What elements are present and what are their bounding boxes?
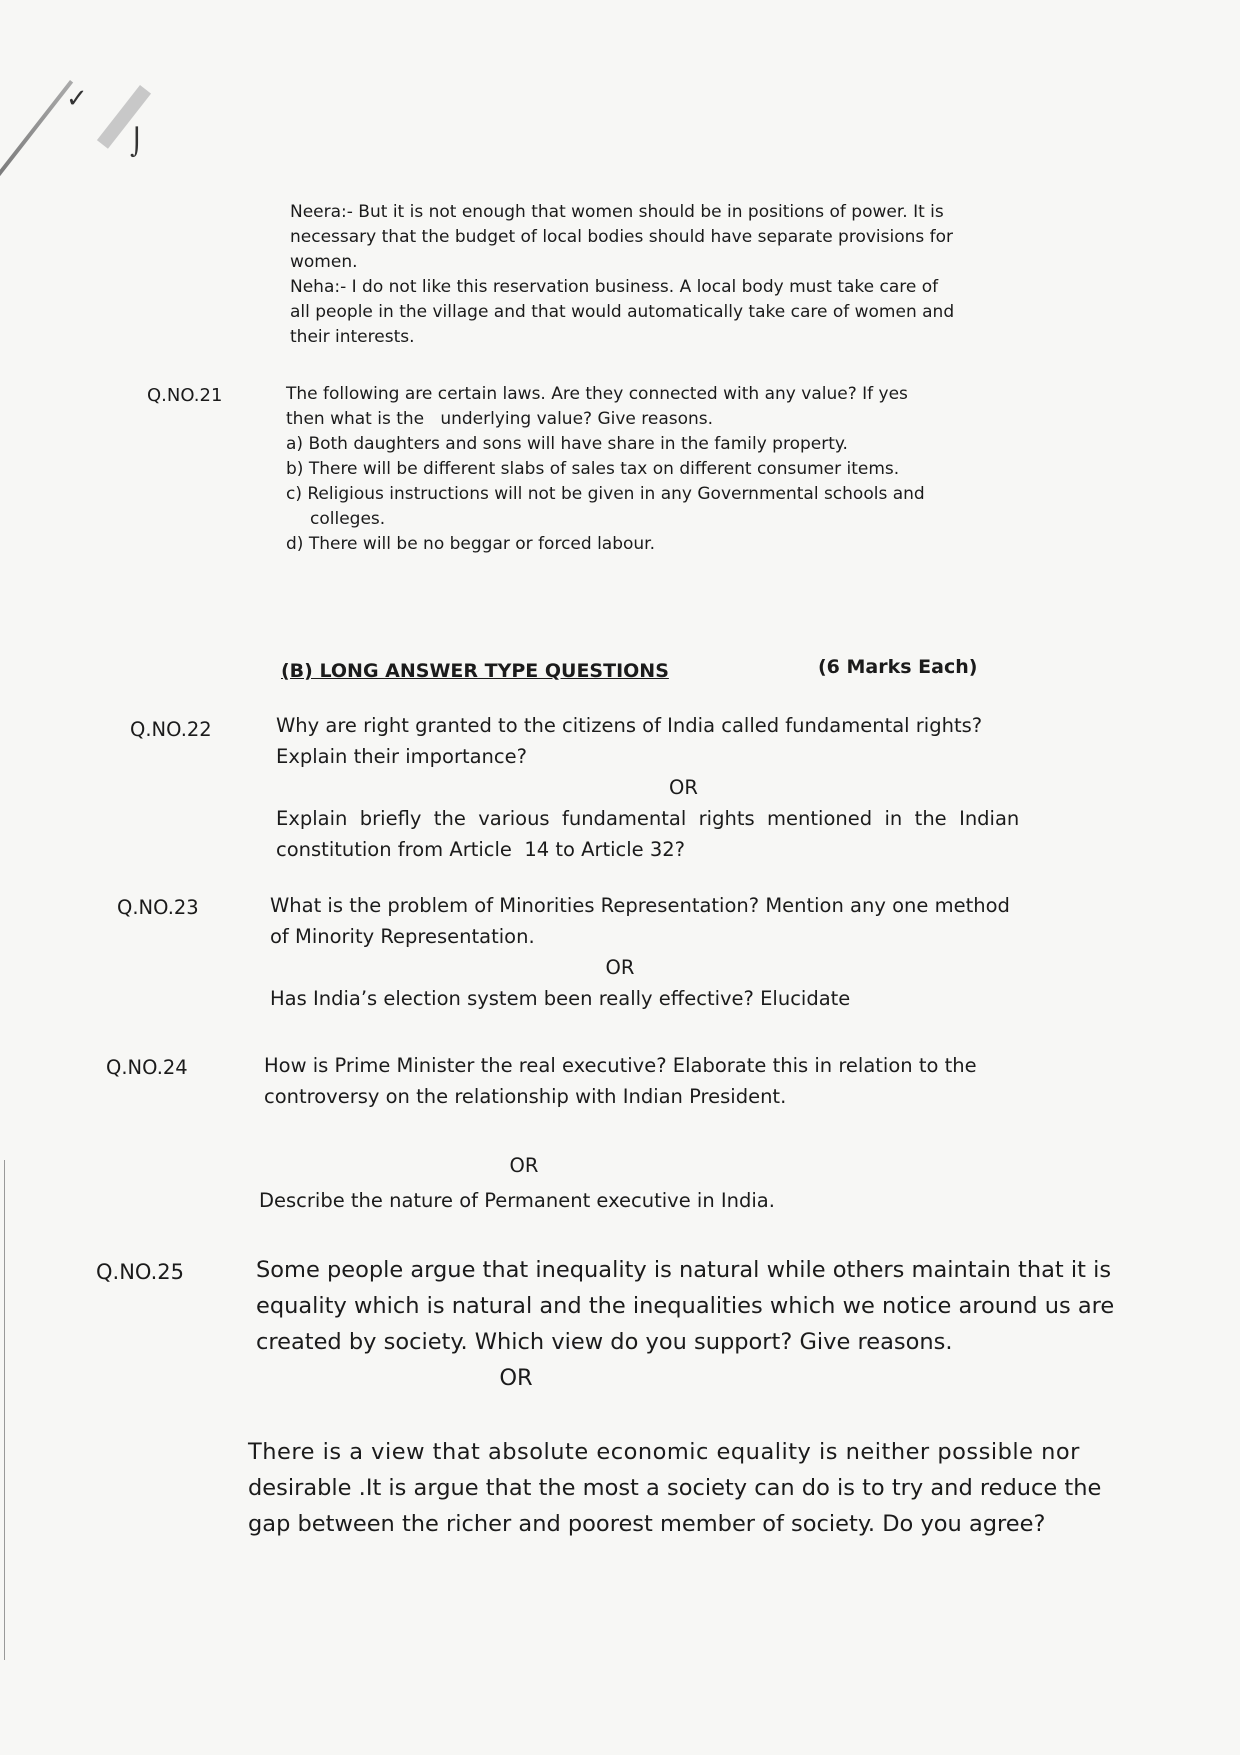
question-number: Q.NO.22 — [130, 718, 212, 741]
or-separator: OR — [669, 776, 698, 799]
question-text: Explain their importance? — [276, 745, 527, 768]
pen-mark-icon: ⌡ — [130, 128, 144, 158]
question-23 — [270, 890, 1100, 1014]
question-text: The following are certain laws. Are they connected with any value? If yes — [286, 384, 908, 404]
question-option: colleges. — [310, 509, 386, 529]
question-number: Q.NO.21 — [147, 385, 223, 406]
question-text: of Minority Representation. — [270, 925, 535, 948]
question-option: b) There will be different slabs of sales tax on different consumer items. — [286, 459, 900, 479]
question-text: Some people argue that inequality is natural while others maintain that it is — [256, 1257, 1112, 1283]
question-24 — [264, 1050, 1124, 1112]
question-text: then what is the underlying value? Give reasons. — [286, 409, 714, 429]
question-option: c) Religious instructions will not be given in any Governmental schools and — [286, 484, 925, 504]
margin-line — [4, 1160, 5, 1660]
question-text: created by society. Which view do you support? Give reasons. — [256, 1329, 953, 1355]
dialogue-line: women. — [290, 252, 358, 272]
question-text: How is Prime Minister the real executive? Elaborate this in relation to the — [264, 1054, 977, 1077]
question-text: Has India’s election system been really effective? Elucidate — [270, 987, 851, 1010]
scan-artifact — [0, 80, 73, 287]
dialogue-line: their interests. — [290, 327, 415, 347]
dialogue-line: necessary that the budget of local bodies should have separate provisions for — [290, 227, 954, 247]
question-text: controversy on the relationship with Indian President. — [264, 1085, 787, 1108]
question-25-alt — [248, 1434, 1178, 1542]
or-separator: OR — [605, 956, 635, 979]
question-option: d) There will be no beggar or forced labour. — [286, 534, 656, 554]
section-marks: (6 Marks Each) — [818, 656, 978, 678]
question-text: Why are right granted to the citizens of India called fundamental rights? — [276, 714, 983, 737]
question-number: Q.NO.23 — [117, 896, 199, 919]
question-text: What is the problem of Minorities Representation? Mention any one method — [270, 894, 1010, 917]
question-text: equality which is natural and the inequalities which we notice around us are — [256, 1293, 1115, 1319]
section-title: (B) LONG ANSWER TYPE QUESTIONS — [281, 660, 669, 682]
question-text: constitution from Article 14 to Article 32? — [276, 838, 686, 861]
dialogue-line: all people in the village and that would automatically take care of women and — [290, 302, 955, 322]
pen-mark-icon: ✓ — [66, 84, 88, 114]
or-separator: OR — [509, 1154, 539, 1177]
dialogue-line: Neera:- But it is not enough that women should be in positions of power. It is — [290, 202, 944, 222]
question-text: Describe the nature of Permanent executive in India. — [259, 1189, 775, 1212]
question-text: gap between the richer and poorest member of society. Do you agree? — [248, 1511, 1046, 1537]
dialogue-line: Neha:- I do not like this reservation business. A local body must take care of — [290, 277, 939, 297]
question-text: There is a view that absolute economic equality is neither possible nor — [248, 1439, 1080, 1465]
or-separator: OR — [499, 1365, 533, 1391]
question-number: Q.NO.25 — [96, 1260, 184, 1284]
question-text: desirable .It is argue that the most a society can do is to try and reduce the — [248, 1475, 1102, 1501]
question-22 — [276, 710, 1091, 865]
question-option: a) Both daughters and sons will have share in the family property. — [286, 434, 848, 454]
question-text: Explain briefly the various fundamental rights mentioned in the Indian — [276, 807, 1020, 830]
question-25 — [256, 1252, 1156, 1396]
question-21 — [286, 382, 1076, 557]
question-number: Q.NO.24 — [106, 1056, 188, 1079]
dialogue-block — [290, 200, 1070, 350]
